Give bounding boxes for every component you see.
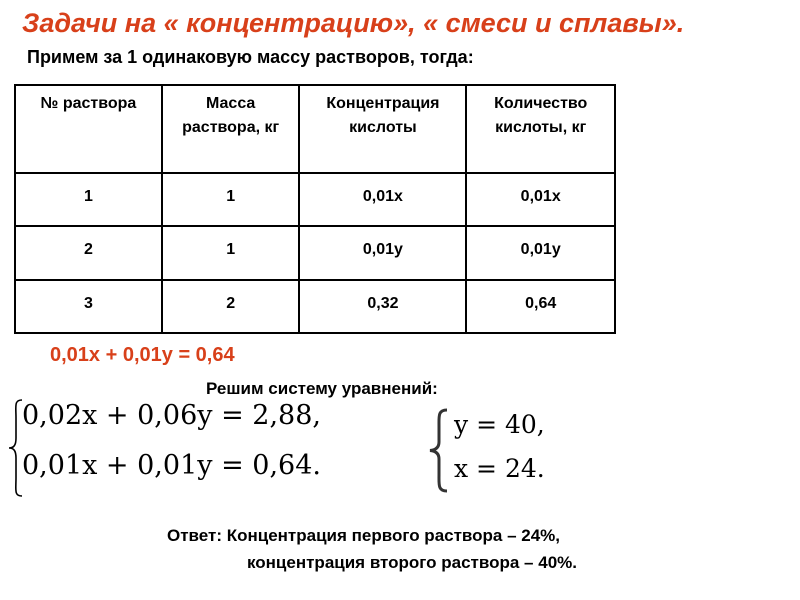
table-cell: 1 bbox=[162, 173, 300, 226]
solve-system-label: Решим систему уравнений: bbox=[206, 379, 438, 398]
equation-system bbox=[8, 398, 348, 498]
solution-system bbox=[428, 408, 568, 493]
solutions-table bbox=[14, 84, 616, 334]
solution-x: x = 24. bbox=[454, 454, 545, 483]
left-brace-icon bbox=[428, 408, 450, 493]
table-cell: 1 bbox=[162, 226, 300, 279]
table-cell: 2 bbox=[162, 280, 300, 333]
table-cell: 0,64 bbox=[466, 280, 615, 333]
table-header-row bbox=[15, 85, 615, 173]
table-cell: 0,01х bbox=[299, 173, 466, 226]
header-acid-concentration: Концентрация кислоты bbox=[299, 85, 466, 173]
header-solution-mass: Масса раствора, кг bbox=[162, 85, 300, 173]
table-cell: 0,32 bbox=[299, 280, 466, 333]
table-row bbox=[15, 173, 615, 226]
header-solution-number: № раствора bbox=[15, 85, 162, 173]
table-cell: 3 bbox=[15, 280, 162, 333]
table-row bbox=[15, 280, 615, 333]
system-equation-1: 0,02x + 0,06y = 2,88, bbox=[22, 400, 321, 431]
solution-y: y = 40, bbox=[454, 410, 545, 439]
page-title: Задачи на « концентрацию», « смеси и сплавы». bbox=[22, 8, 685, 38]
total-acid-equation: 0,01х + 0,01у = 0,64 bbox=[50, 344, 235, 366]
table-cell: 1 bbox=[15, 173, 162, 226]
table-row bbox=[15, 226, 615, 279]
table-cell: 0,01х bbox=[466, 173, 615, 226]
table-cell: 0,01у bbox=[466, 226, 615, 279]
header-acid-amount: Количество кислоты, кг bbox=[466, 85, 615, 173]
answer-block bbox=[167, 522, 577, 576]
system-equation-2: 0,01x + 0,01y = 0,64. bbox=[22, 450, 321, 481]
table-cell: 2 bbox=[15, 226, 162, 279]
answer-line-1: Ответ: Концентрация первого раствора – 24%, bbox=[167, 526, 561, 545]
table-cell: 0,01у bbox=[299, 226, 466, 279]
answer-line-2: концентрация второго раствора – 40%. bbox=[247, 553, 577, 572]
assumption-text: Примем за 1 одинаковую массу растворов, тогда: bbox=[27, 47, 474, 67]
